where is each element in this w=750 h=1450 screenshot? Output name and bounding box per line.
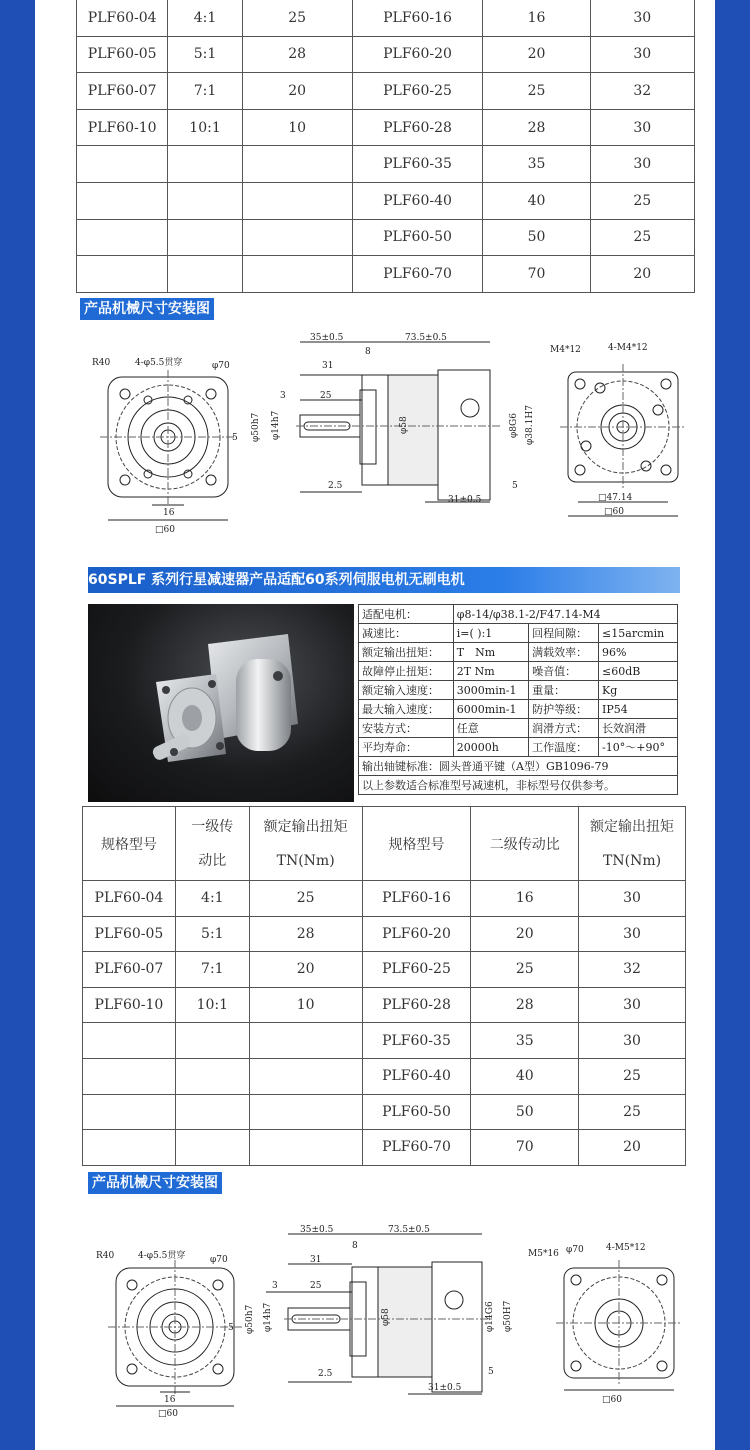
table-row [77, 73, 695, 110]
label-m1-2: M5*16 [528, 1249, 559, 1259]
side-view-2 [245, 1225, 513, 1394]
param-label: 最大输入速度： [359, 700, 454, 719]
param-value: φ8-14/φ38.1-2/F47.14-M4 [453, 605, 677, 624]
param-note-row [359, 776, 678, 795]
label-key: 5 [232, 433, 238, 443]
table-cell: 7:1 [168, 73, 242, 110]
table-row [77, 109, 695, 146]
param-value: IP54 [599, 700, 678, 719]
table-cell: 32 [579, 952, 686, 988]
label-m1: M4*12 [550, 345, 581, 355]
param-label: 额定输入速度： [359, 681, 454, 700]
table-cell: PLF60-40 [352, 182, 483, 219]
table-cell [77, 182, 168, 219]
param-label: 防护等级： [529, 700, 599, 719]
table-cell: 10 [249, 987, 362, 1023]
main-spec-table [82, 806, 686, 1166]
param-value: 96% [599, 643, 678, 662]
label-len1-2: 35±0.5 [300, 1225, 334, 1235]
section-title-dimensions-2: 产品机械尺寸安装图 [88, 1172, 222, 1194]
table-cell [249, 1023, 362, 1059]
table-cell: 50 [471, 1094, 579, 1130]
label-pcd-rear-2: φ70 [566, 1245, 584, 1255]
table-cell: 20 [242, 73, 352, 110]
rear-view-2 [528, 1243, 682, 1405]
param-note: 输出轴键标准：圆头普通平键（A型）GB1096-79 [359, 757, 678, 776]
table-cell: 10:1 [168, 109, 242, 146]
label-pcd-2: φ70 [210, 1255, 228, 1265]
table-cell: 16 [471, 881, 579, 917]
label-d31b: 31±0.5 [448, 495, 482, 505]
table-cell: PLF60-35 [362, 1023, 471, 1059]
label-d31b-2: 31±0.5 [428, 1383, 462, 1393]
param-value: 3000min-1 [453, 681, 528, 700]
label-d25-2: 25 [310, 1281, 322, 1291]
table-row [77, 36, 695, 73]
table-cell: 50 [483, 219, 590, 256]
table-cell: PLF60-05 [83, 916, 176, 952]
table-cell [175, 1058, 249, 1094]
table-cell: PLF60-40 [362, 1058, 471, 1094]
label-sq1: □47.14 [598, 493, 633, 503]
table-cell: PLF60-70 [362, 1130, 471, 1166]
param-note-row [359, 757, 678, 776]
label-body-2: φ58 [381, 1308, 391, 1326]
table-cell: 20 [590, 256, 694, 293]
section-title-dimensions-1: 产品机械尺寸安装图 [80, 298, 214, 320]
table-cell: 10 [242, 109, 352, 146]
table-cell: 20 [471, 916, 579, 952]
table-cell: 25 [249, 881, 362, 917]
table-row [83, 916, 686, 952]
label-d8-2: 8 [352, 1241, 358, 1251]
label-pcd: φ70 [212, 361, 230, 371]
header-torque-line2: TN(Nm) [276, 852, 335, 869]
label-d25b: 2.5 [328, 481, 343, 491]
param-value: Kg [599, 681, 678, 700]
header-stage1-line2: 动比 [198, 852, 227, 869]
param-row [359, 662, 678, 681]
param-label: 额定输出扭矩： [359, 643, 454, 662]
table-row [83, 1023, 686, 1059]
table-cell [168, 219, 242, 256]
table-cell: 40 [483, 182, 590, 219]
table-cell: PLF60-05 [77, 36, 168, 73]
label-len2-2: 73.5±0.5 [388, 1225, 430, 1235]
label-len2: 73.5±0.5 [405, 333, 447, 343]
label-d8: 8 [365, 347, 371, 357]
table-cell: PLF60-50 [352, 219, 483, 256]
table-cell [175, 1130, 249, 1166]
table-cell: 35 [483, 146, 590, 183]
table-cell: 20 [483, 36, 590, 73]
param-value: ≤60dB [599, 662, 678, 681]
table-cell: 70 [483, 256, 590, 293]
param-label: 润滑方式： [529, 719, 599, 738]
table-cell: PLF60-10 [83, 987, 176, 1023]
param-row [359, 738, 678, 757]
section-title-series: 60SPLF 系列行星减速器产品适配60系列伺服电机无刷电机 [88, 567, 680, 593]
label-d25b-2: 2.5 [318, 1369, 333, 1379]
table-cell [77, 146, 168, 183]
label-d25: 25 [320, 391, 332, 401]
table-cell: 20 [249, 952, 362, 988]
table-cell: 25 [483, 73, 590, 110]
table-cell: PLF60-16 [362, 881, 471, 917]
label-body: φ58 [399, 416, 409, 434]
header-torque-line1: 额定输出扭矩 [263, 818, 348, 835]
table-row [83, 1058, 686, 1094]
product-photo [88, 604, 354, 802]
table-row [83, 1094, 686, 1130]
table-cell: 30 [579, 1023, 686, 1059]
param-label: 适配电机： [359, 605, 454, 624]
label-d3: 3 [280, 391, 286, 401]
param-label: 噪音值： [529, 662, 599, 681]
table-cell: 30 [579, 881, 686, 917]
header-stage1 [175, 807, 249, 881]
param-row [359, 624, 678, 643]
table-cell: 28 [242, 36, 352, 73]
param-value: i=( ):1 [453, 624, 528, 643]
table-cell: PLF60-07 [77, 73, 168, 110]
param-row [359, 719, 678, 738]
table-cell: 5:1 [175, 916, 249, 952]
table-cell [242, 146, 352, 183]
param-row [359, 681, 678, 700]
table-row [77, 0, 695, 36]
table-cell [168, 182, 242, 219]
table-cell: 4:1 [168, 0, 242, 36]
top-spec-table [76, 0, 695, 293]
table-cell [77, 219, 168, 256]
table-cell: 16 [483, 0, 590, 36]
label-square-2: □60 [158, 1409, 178, 1419]
label-square: □60 [155, 525, 175, 535]
label-holes-2: 4-φ5.5贯穿 [138, 1251, 186, 1261]
table-cell: 25 [579, 1058, 686, 1094]
table-cell: PLF60-04 [77, 0, 168, 36]
table-cell [168, 146, 242, 183]
table-cell [168, 256, 242, 293]
gearbox-image [88, 604, 354, 802]
table-cell [83, 1130, 176, 1166]
label-m2-2: 4-M5*12 [606, 1243, 646, 1253]
label-r40: R40 [92, 358, 111, 368]
table-cell [249, 1058, 362, 1094]
table-cell: PLF60-04 [83, 881, 176, 917]
label-in1-2: φ14G6 [485, 1301, 495, 1332]
table-row [77, 182, 695, 219]
table-cell: 28 [483, 109, 590, 146]
table-cell [242, 256, 352, 293]
table-cell: 7:1 [175, 952, 249, 988]
table-cell: PLF60-10 [77, 109, 168, 146]
param-row [359, 643, 678, 662]
table-row [83, 1130, 686, 1166]
table-cell: 30 [579, 987, 686, 1023]
param-value: T Nm [453, 643, 528, 662]
label-len1: 35±0.5 [310, 333, 344, 343]
table-row [77, 146, 695, 183]
label-d31-2: 31 [310, 1255, 322, 1265]
header-model: 规格型号 [83, 807, 176, 881]
header-stage2: 二级传动比 [471, 807, 579, 881]
param-row [359, 700, 678, 719]
table-cell [242, 182, 352, 219]
dimension-drawing-1 [80, 330, 700, 540]
table-cell: 5:1 [168, 36, 242, 73]
table-cell: 25 [471, 952, 579, 988]
label-d5: 5 [512, 481, 518, 491]
label-d31: 31 [322, 361, 334, 371]
table-cell [83, 1058, 176, 1094]
table-cell: PLF60-25 [352, 73, 483, 110]
label-in2: φ38.1H7 [525, 405, 535, 445]
table-cell: PLF60-20 [352, 36, 483, 73]
label-shaft-d-2: φ14h7 [263, 1302, 273, 1332]
param-label: 工作温度： [529, 738, 599, 757]
param-value: 6000min-1 [453, 700, 528, 719]
table-cell [83, 1094, 176, 1130]
table-cell [249, 1130, 362, 1166]
table-cell: 32 [590, 73, 694, 110]
param-label: 安装方式： [359, 719, 454, 738]
table-cell: 30 [590, 36, 694, 73]
header-torque2-line2: TN(Nm) [603, 852, 662, 869]
table-cell: PLF60-28 [362, 987, 471, 1023]
label-d3-2: 3 [272, 1281, 278, 1291]
table-cell [83, 1023, 176, 1059]
table-cell: 30 [590, 146, 694, 183]
table-cell: 25 [579, 1094, 686, 1130]
table-row [77, 256, 695, 293]
param-value: 2T Nm [453, 662, 528, 681]
header-torque [249, 807, 362, 881]
label-in2-2: φ50H7 [503, 1300, 513, 1332]
table-cell: 30 [579, 916, 686, 952]
param-label: 故障停止扭矩： [359, 662, 454, 681]
label-shaft: 16 [163, 508, 175, 518]
table-cell: 35 [471, 1023, 579, 1059]
param-value: 20000h [453, 738, 528, 757]
param-label: 重量： [529, 681, 599, 700]
header-stage1-line1: 一级传 [191, 818, 234, 835]
table-cell: 28 [471, 987, 579, 1023]
table-row [83, 881, 686, 917]
table-cell: 25 [590, 182, 694, 219]
param-note: 以上参数适合标准型号减速机，非标型号仅供参考。 [359, 776, 678, 795]
label-shaft-d: φ14h7 [271, 410, 281, 440]
label-pilot-2: φ50h7 [245, 1304, 255, 1334]
table-row [83, 987, 686, 1023]
param-label: 满载效率： [529, 643, 599, 662]
table-cell: PLF60-35 [352, 146, 483, 183]
label-in1: φ8G6 [509, 413, 519, 438]
param-label: 平均寿命： [359, 738, 454, 757]
table-cell: 20 [579, 1130, 686, 1166]
table-cell: PLF60-25 [362, 952, 471, 988]
table-cell: 40 [471, 1058, 579, 1094]
label-m2: 4-M4*12 [608, 343, 648, 353]
rear-view [550, 343, 686, 517]
label-sq2: □60 [604, 507, 624, 517]
param-value: 任意 [453, 719, 528, 738]
table-cell: PLF60-28 [352, 109, 483, 146]
table-row [77, 219, 695, 256]
table-cell [249, 1094, 362, 1130]
table-cell: PLF60-50 [362, 1094, 471, 1130]
table-cell: PLF60-70 [352, 256, 483, 293]
table-cell: PLF60-20 [362, 916, 471, 952]
label-shaft-2: 16 [164, 1395, 176, 1405]
table-cell: 4:1 [175, 881, 249, 917]
table-cell [175, 1094, 249, 1130]
parameter-table [358, 604, 678, 795]
header-torque2 [579, 807, 686, 881]
param-row [359, 605, 678, 624]
label-pilot: φ50h7 [251, 412, 261, 442]
table-cell: PLF60-16 [352, 0, 483, 36]
dimension-drawing-2 [88, 1222, 688, 1422]
table-cell: 30 [590, 0, 694, 36]
param-label: 减速比： [359, 624, 454, 643]
param-value: -10°～+90° [599, 738, 678, 757]
table-cell: PLF60-07 [83, 952, 176, 988]
param-label: 回程间隙： [529, 624, 599, 643]
table-cell: 10:1 [175, 987, 249, 1023]
table-cell [77, 256, 168, 293]
front-view [92, 356, 238, 535]
table-cell: 30 [590, 109, 694, 146]
side-view [251, 333, 535, 505]
header-model2: 规格型号 [362, 807, 471, 881]
table-cell: 25 [590, 219, 694, 256]
label-key-2: 5 [228, 1323, 234, 1333]
table-header-row [83, 807, 686, 881]
table-cell: 70 [471, 1130, 579, 1166]
param-value: ≤15arcmin [599, 624, 678, 643]
label-holes: 4-φ5.5贯穿 [135, 358, 183, 368]
table-cell: 28 [249, 916, 362, 952]
header-torque2-line1: 额定输出扭矩 [590, 818, 675, 835]
table-cell [175, 1023, 249, 1059]
label-d5-2: 5 [488, 1367, 494, 1377]
front-view-2 [96, 1249, 242, 1419]
param-value: 长效润滑 [599, 719, 678, 738]
label-sq-2: □60 [602, 1395, 622, 1405]
label-r40-2: R40 [96, 1251, 115, 1261]
table-row [83, 952, 686, 988]
table-cell [242, 219, 352, 256]
table-cell: 25 [242, 0, 352, 36]
